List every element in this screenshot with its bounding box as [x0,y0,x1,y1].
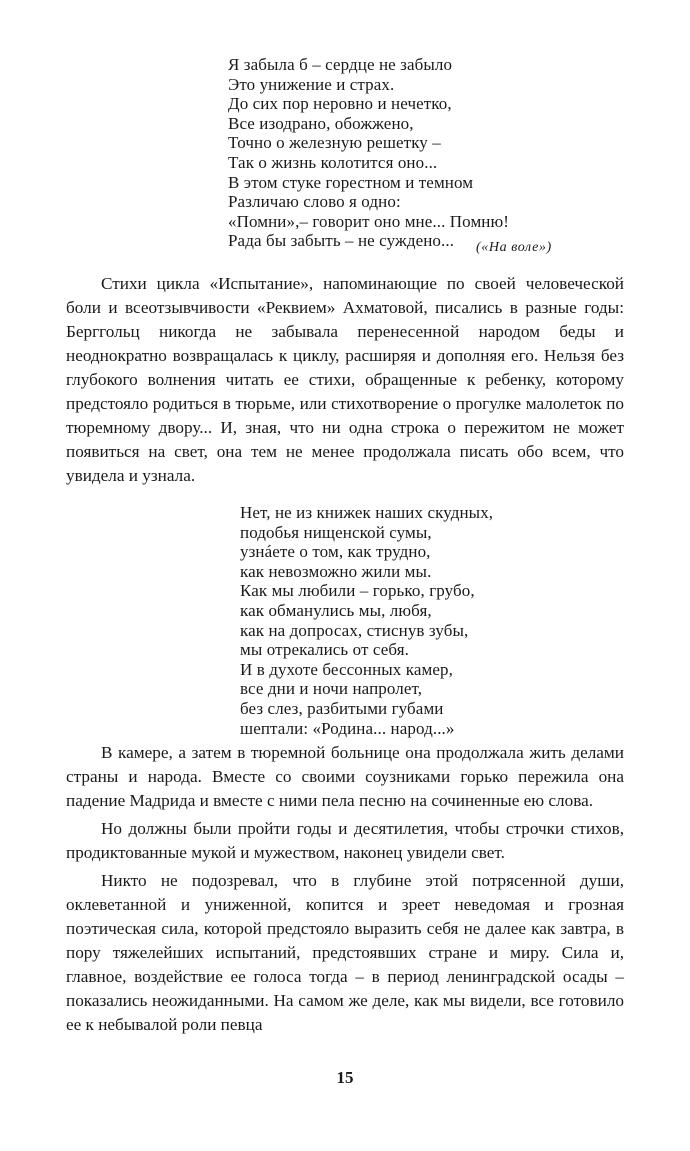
paragraph: Но должны были пройти годы и десятилетия, чтобы строчки стихов, продиктованные мукой и мужеством, наконец увидели свет. [66,819,624,862]
poem-line: Это унижение и страх. [228,74,395,94]
poem-line: «Помни»,– говорит оно мне... Помню! [228,211,510,231]
poem-line: В этом стуке горестном и темном [228,172,474,192]
poem-attribution: («На воле») [476,240,552,255]
poem-line: Рада бы забыть – не суждено... [228,231,455,251]
poem-line: подобья нищенской сумы, [240,522,432,542]
poem-line: мы отрекались от себя. [240,640,409,660]
poem-line: До сих пор неровно и нечетко, [228,94,452,114]
prose-block-1 [66,272,624,488]
paragraph: Никто не подозревал, что в глубине этой потрясенной души, оклеветанной и униженной, копится и зреет неведомая и грозная поэтическая сила, которой предстояло выразить себя не далее как завтра, в пору тяжелейших испытаний, предстоявших стране и миру. Сила и, главное, воздействие ее голоса тогда – в период ленинградской осады – показались неожиданными. На самом же деле, как мы видели, все готовило ее к небывалой роли певца [66,871,624,1034]
poem-line: Точно о железную решетку – [228,133,441,153]
poem-line: как обманулись мы, любя, [240,600,432,620]
poem-middle [240,503,560,738]
poem-line: Различаю слово я одно: [228,192,401,212]
poem-line: как невозможно жили мы. [240,561,432,581]
poem-line: Как мы любили – горько, грубо, [240,581,475,601]
poem-line: без слез, разбитыми губами [240,698,444,718]
poem-line: шептали: «Родина... народ...» [240,718,455,738]
poem-top [228,55,578,251]
page-number: 15 [336,1068,354,1087]
paragraph: Стихи цикла «Испытание», напоминающие по своей человеческой боли и всеотзывчивости «Реквием» Ахматовой, писались в разные годы: Берггольц никогда не забывала перенесенной народом беды и неоднократно возвращалась к циклу, расширяя и дополняя его. Нельзя без глубокого волнения читать ее стихи, обращенные к ребенку, которому предстояло родиться в тюрьме, или стихотворение о прогулке малолеток по тюремному двору... И, зная, что ни одна строка о пережитом не может появиться на свет, она тем не менее продолжала писать обо всем, что увидела и узнала. [66,274,624,485]
prose-block-2 [66,741,624,1037]
poem-line: как на допросах, стиснув зубы, [240,620,469,640]
poem-line: узнáете о том, как трудно, [240,542,431,562]
poem-line: Все изодрано, обожжено, [228,113,414,133]
paragraph: В камере, а затем в тюремной больнице она продолжала жить делами страны и народа. Вместе со своими соузниками горько пережила она падение Мадрида и вместе с ними пела песню на сочиненные ею слова. [66,743,624,810]
poem-line: Я забыла б – сердце не забыло [228,55,453,74]
poem-line: И в духоте бессонных камер, [240,659,453,679]
poem-line: Так о жизнь колотится оно... [228,152,438,172]
poem-line: все дни и ночи напролет, [240,679,423,699]
poem-line: Нет, не из книжек наших скудных, [240,503,494,522]
